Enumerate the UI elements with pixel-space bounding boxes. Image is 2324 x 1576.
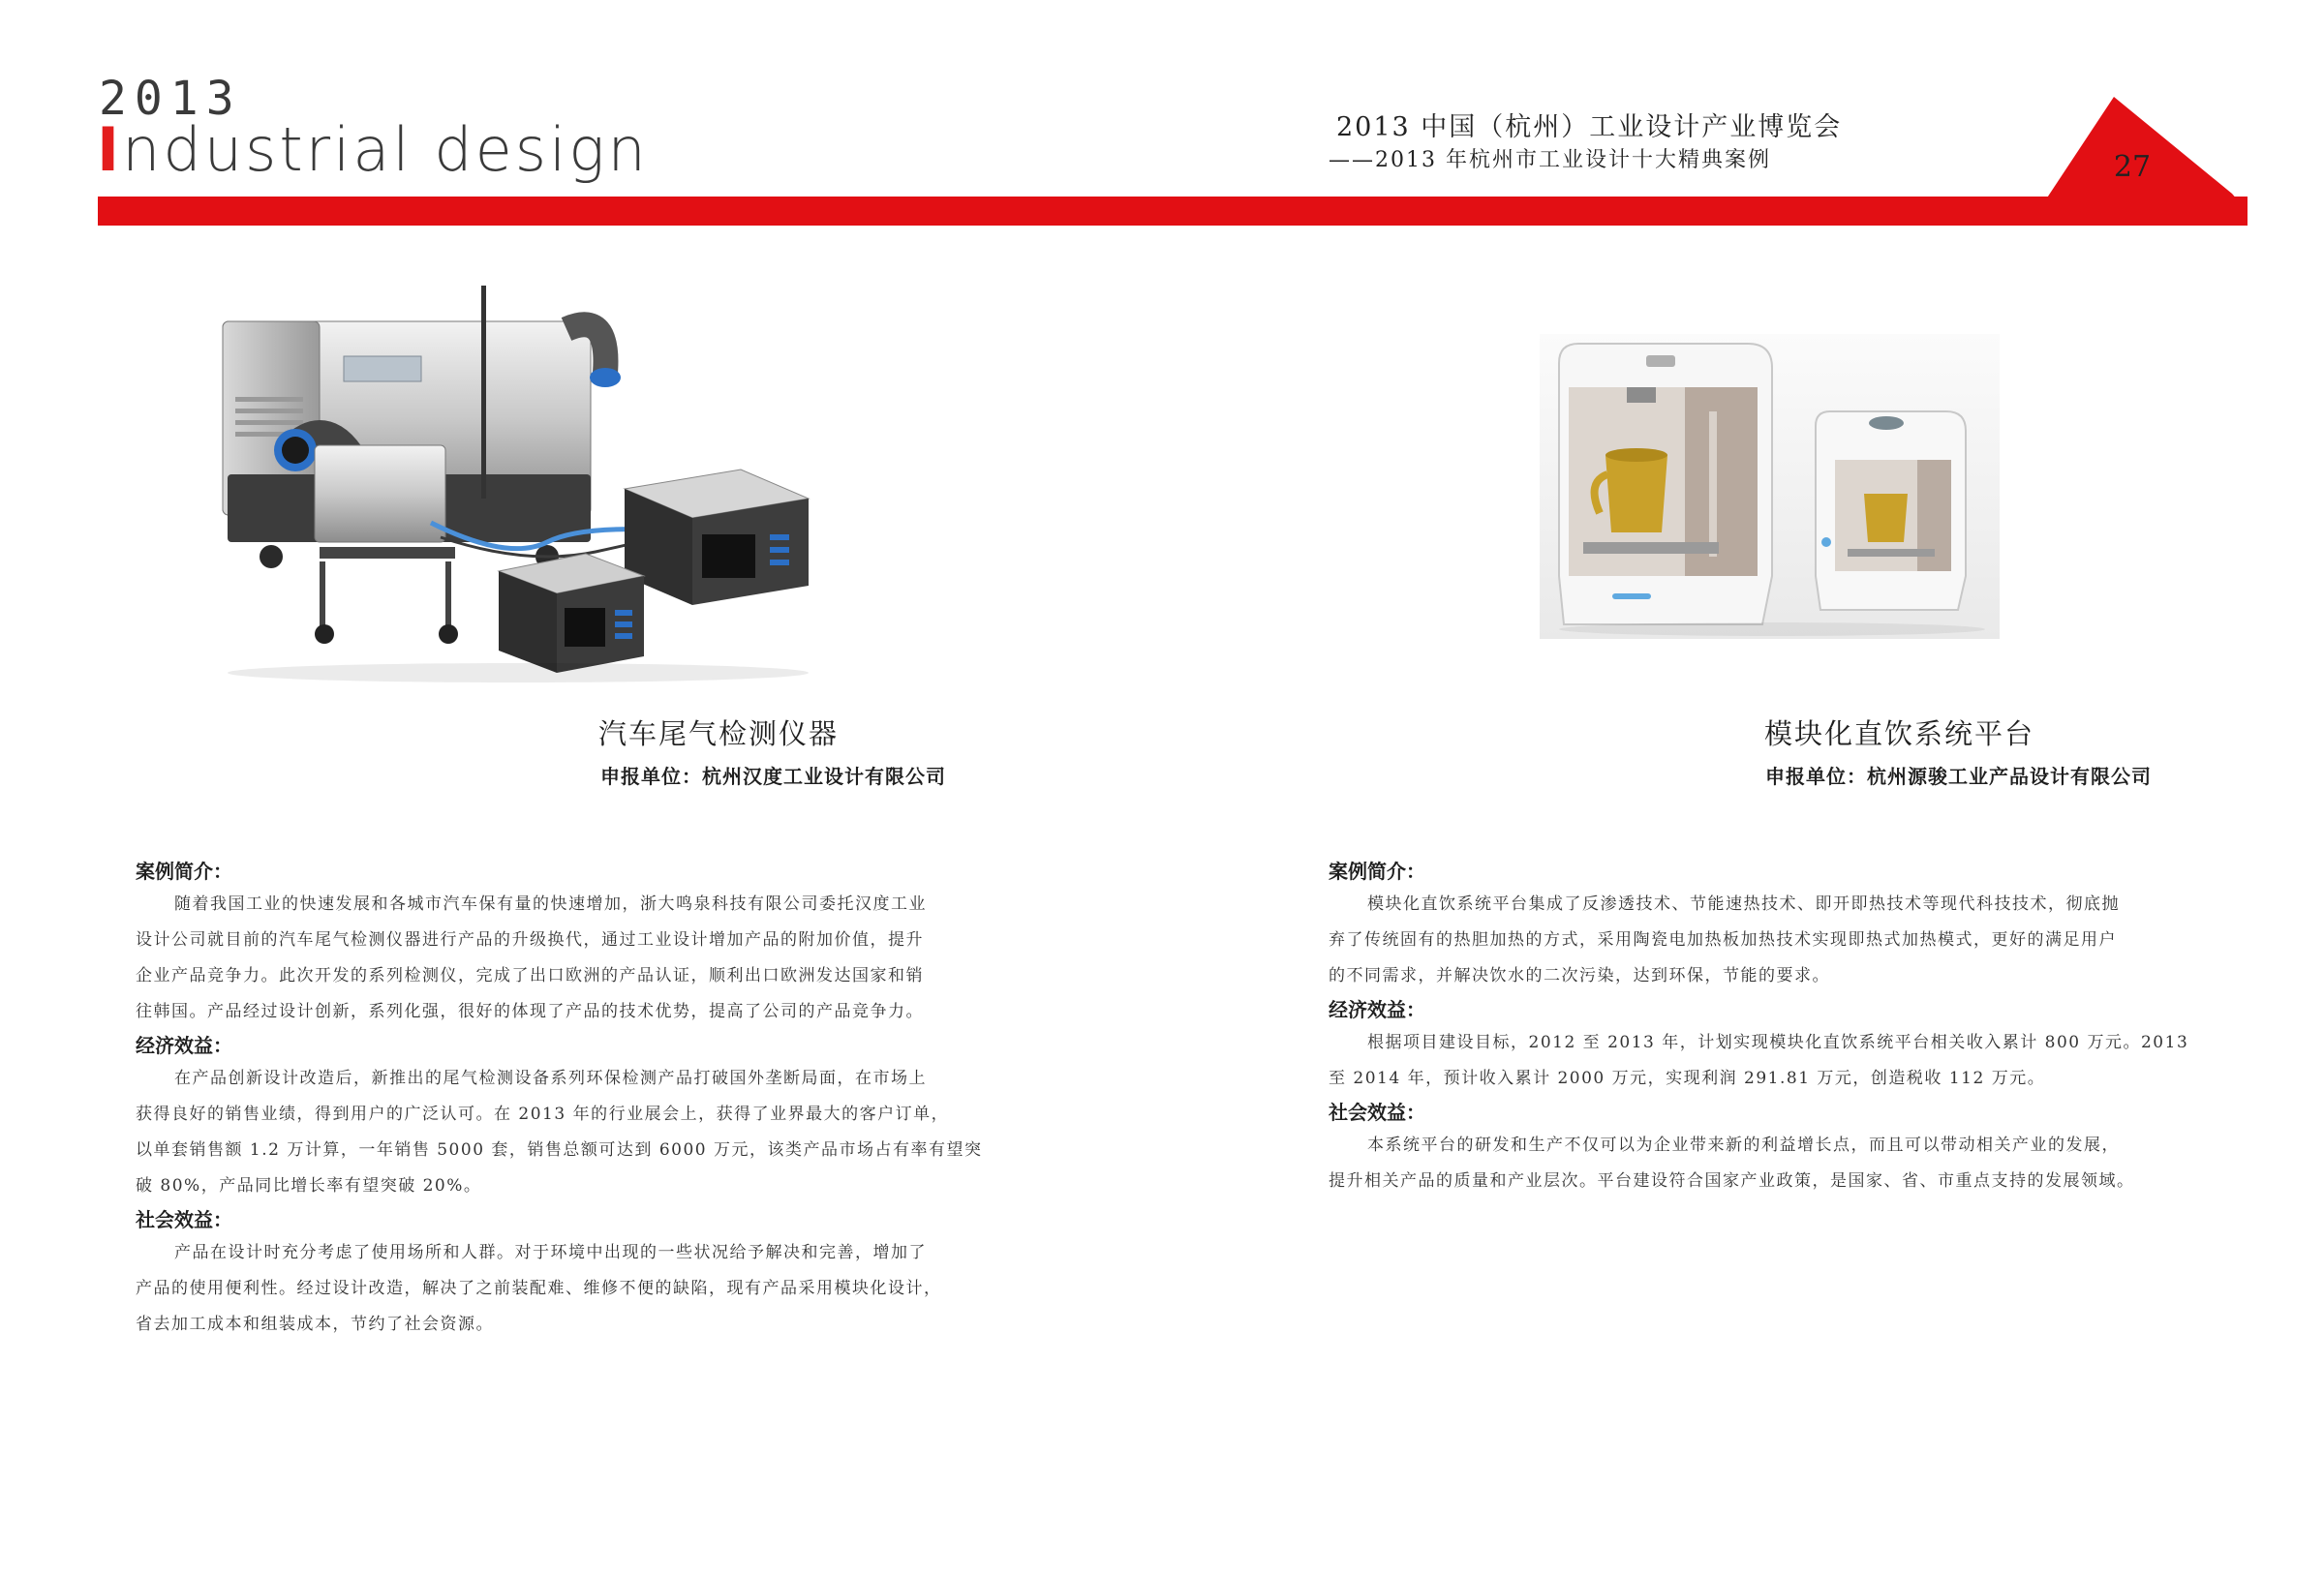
header-red-bar xyxy=(98,197,2248,226)
product-photo-exhaust-analyzer xyxy=(199,281,852,687)
left-text-column xyxy=(136,856,1007,1343)
text-line: 根据项目建设目标，2012 至 2013 年，计划实现模块化直饮系统平台相关收入累计 800 万元。2013 xyxy=(1367,1033,2189,1052)
left-section-economic xyxy=(136,1030,1007,1204)
right-section-economic xyxy=(1329,994,2200,1097)
text-line: 以单套销售额 1.2 万计算，一年销售 5000 套，销售总额可达到 6000 万元，该类产品市场占有率有望突 xyxy=(136,1140,983,1160)
text-line: 弃了传统固有的热胆加热的方式，采用陶瓷电加热板加热技术实现即热式加热模式，更好的满足用户 xyxy=(1329,930,2117,950)
expo-subtitle: ——2013 年杭州市工业设计十大精典案例 xyxy=(1329,148,1771,172)
section-title: 社会效益： xyxy=(136,1208,232,1231)
right-text-column xyxy=(1329,856,2200,1199)
text-line: 提升相关产品的质量和产业层次。平台建设符合国家产业政策，是国家、省、市重点支持的发展领域。 xyxy=(1329,1171,2135,1191)
logo-year: 2013 xyxy=(99,72,242,126)
right-applicant: 申报单位：杭州源骏工业产品设计有限公司 xyxy=(1765,765,2152,788)
section-title: 经济效益： xyxy=(1329,998,1425,1021)
section-title: 经济效益： xyxy=(136,1034,232,1057)
text-line: 产品在设计时充分考虑了使用场所和人群。对于环境中出现的一些状况给予解决和完善，增加了 xyxy=(174,1243,927,1262)
text-line: 获得良好的销售业绩，得到用户的广泛认可。在 2013 年的行业展会上，获得了业界最大的客户订单， xyxy=(136,1105,950,1124)
text-line: 模块化直饮系统平台集成了反渗透技术、节能速热技术、即开即热技术等现代科技技术，彻底抛 xyxy=(1367,894,2120,914)
left-section-intro xyxy=(136,856,1007,1030)
text-line: 的不同需求，并解决饮水的二次污染，达到环保，节能的要求。 xyxy=(1329,966,1830,985)
section-title: 案例简介： xyxy=(136,860,232,883)
text-line: 随着我国工业的快速发展和各城市汽车保有量的快速增加，浙大鸣泉科技有限公司委托汉度工业 xyxy=(174,894,927,914)
logo-rest: ndustrial design xyxy=(122,114,649,185)
text-line: 设计公司就目前的汽车尾气检测仪器进行产品的升级换代，通过工业设计增加产品的附加价值，提升 xyxy=(136,930,924,950)
right-section-social xyxy=(1329,1097,2200,1199)
text-line: 往韩国。产品经过设计创新，系列化强，很好的体现了产品的技术优势，提高了公司的产品竞争力。 xyxy=(136,1002,924,1021)
logo-initial: I xyxy=(97,114,123,185)
text-line: 至 2014 年，预计收入累计 2000 万元，实现利润 291.81 万元，创造税收 112 万元。 xyxy=(1329,1069,2046,1088)
text-line: 省去加工成本和组装成本，节约了社会资源。 xyxy=(136,1315,494,1334)
text-line: 产品的使用便利性。经过设计改造，解决了之前装配难、维修不便的缺陷，现有产品采用模块化设计， xyxy=(136,1279,942,1298)
text-line: 本系统平台的研发和生产不仅可以为企业带来新的利益增长点，而且可以带动相关产业的发展， xyxy=(1367,1136,2120,1155)
left-section-social xyxy=(136,1204,1007,1343)
text-line: 在产品创新设计改造后，新推出的尾气检测设备系列环保检测产品打破国外垄断局面，在市场上 xyxy=(174,1069,927,1088)
text-line: 破 80%，产品同比增长率有望突破 20%。 xyxy=(136,1176,482,1196)
page-number: 27 xyxy=(2113,150,2152,184)
section-title: 社会效益： xyxy=(1329,1101,1425,1124)
left-product-name: 汽车尾气检测仪器 xyxy=(598,717,840,750)
right-product-name: 模块化直饮系统平台 xyxy=(1764,717,2035,750)
left-applicant: 申报单位：杭州汉度工业设计有限公司 xyxy=(600,765,946,788)
product-photo-water-dispenser xyxy=(1540,334,2000,639)
expo-title: 2013 中国（杭州）工业设计产业博览会 xyxy=(1336,112,1843,142)
text-line: 企业产品竞争力。此次开发的系列检测仪，完成了出口欧洲的产品认证，顺利出口欧洲发达国家和销 xyxy=(136,966,924,985)
right-section-intro xyxy=(1329,856,2200,994)
logo-title xyxy=(97,114,649,185)
section-title: 案例简介： xyxy=(1329,860,1425,883)
